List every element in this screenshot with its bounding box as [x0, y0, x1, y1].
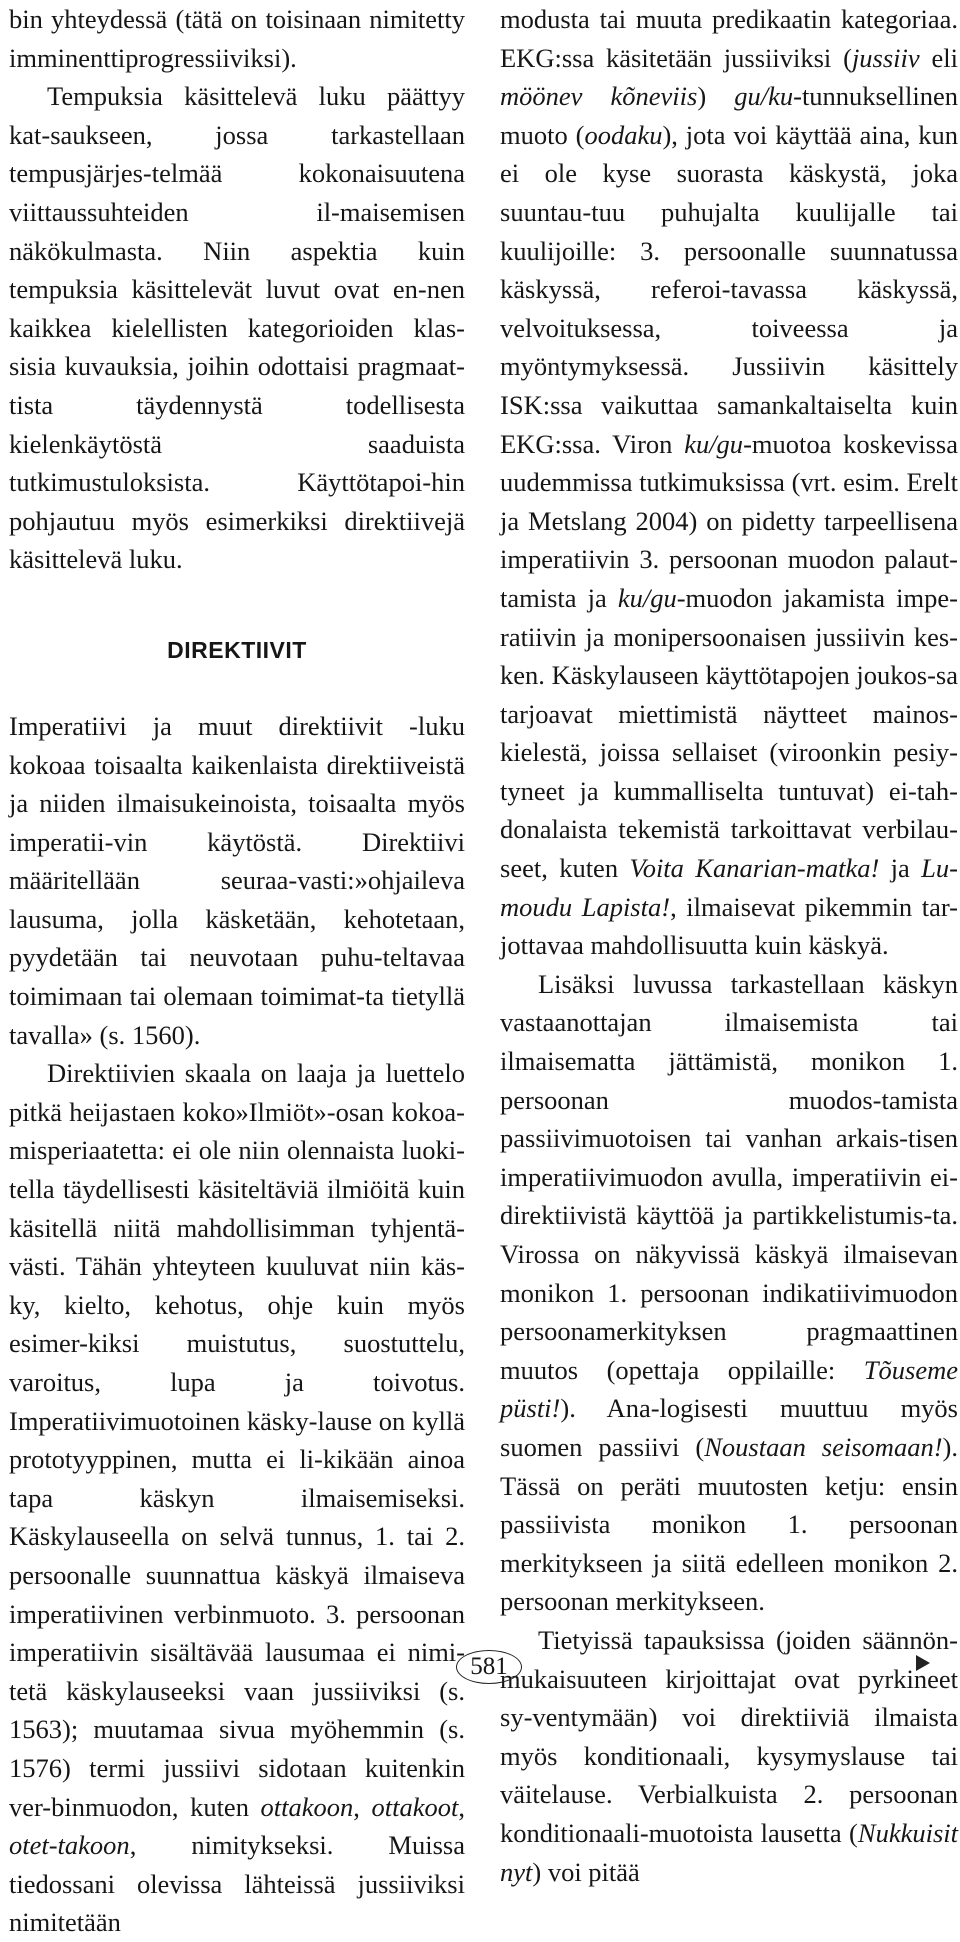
italic-term: oodaku [584, 119, 663, 150]
paragraph: Imperatiivi ja muut direktiivit -luku kokoaa toisaalta kaikenlaista direktiiveistä ja niiden ilmaisukeinoista, toisaalta myös imperatii-vin käytöstä. Direktiivi määritellään seuraa-vasti:»ohjaileva lausuma, jolla käsketään, kehotetaan, pyydetään tai neuvotaan puhu-teltavaa toimimaan tai olemaan toimimat-ta tietyllä tavalla» (s. 1560). [9, 710, 465, 1050]
italic-term: gu/ku [734, 81, 794, 112]
text-run: Tietyissä tapauksissa (joiden säännön-mukaisuuteen kirjoittajat ovat pyrkineet sy-ventymään) voi direktiiviä ilmaista myös konditionaali, kysymyslause tai väitelause. Verbialkuista 2. persoonan konditionaali-muotoista lausetta ( [500, 1624, 958, 1848]
text-run: , nimitykseksi. Muissa tiedossani olevissa lähteissä jussiiviksi nimitetään [9, 1830, 465, 1938]
paragraph: Tempuksia käsittelevä luku päättyy kat-saukseen, jossa tarkastellaan tempusjärjes-telmää kokonaisuutena viittaussuhteiden il-maisemisen näkökulmasta. Niin aspektia kuin tempuksia käsittelevät luvut ovat en-nen kaikkea kielellisten kategorioiden klas-sisia kuvauksia, joihin odottaisi pragmaat-tista täydennystä todellisesta kielenkäytöstä saaduista tutkimustuloksista. Käyttötapoi-hin pohjautuu myös esimerkiksi direktiivejä käsittelevä luku. [9, 81, 465, 575]
text-run: ). Ana-logisesti muuttuu myös suomen passiivi ( [500, 1393, 958, 1462]
text-run: ), jota voi käyttää aina, kun ei ole kyse suorasta käskystä, joka suuntau-tuu puhujalta kuulijalle tai kuulijoille: 3. persoonalle suunnatussa käskyssä, referoi-tavassa käskyssä, velvoituksessa, toiveessa ja myöntymyksessä. Jussiivin käsittely ISK:ssa vaikuttaa samankaltaiselta kuin EKG:ssa. Viron [500, 119, 958, 459]
italic-term: Noustaan seisomaan! [704, 1431, 943, 1462]
left-column [9, 0, 465, 1942]
text-run: -muodon jakamista impe-ratiivin ja monipersoonaisen jussiivin kes-ken. Käskylauseen käyttötapojen joukos-sa tarjoavat miettimistä näytteet mainos-kielestä, joissa sellaiset (viroonkin pesiy-tyneet ja kummalliselta tuntuvat) ei-tah-donalaista tekemistä tarkoittavat verbilau-seet, kuten [500, 582, 958, 884]
italic-term: otet-takoon [9, 1830, 130, 1861]
italic-term: ku/gu [617, 582, 677, 613]
section-heading: DIREKTIIVIT [167, 636, 307, 663]
text-run: ). Tässä on peräti muutosten ketju: ensin passiivista monikon 1. persoonan merkitykseen ja siitä edelleen monikon 2. persoonan merkitykseen. [500, 1431, 958, 1617]
text-run: ) [697, 81, 735, 112]
paragraph: bin yhteydessä (tätä on toisinaan nimitetty imminenttiprogressiiviksi). [9, 4, 465, 73]
text-run: , [458, 1791, 465, 1822]
italic-term: Voita Kanarian-matka! [629, 853, 880, 884]
text-run: Lisäksi luvussa tarkastellaan käskyn vastaanottajan ilmaisemista tai ilmaisematta jättämistä, monikon 1. persoonan muodos-tamista passiivimuotoisen tai vanhan arkais-tisen imperatiivimuodon avulla, imperatiivin ei-direktiivistä käyttöä ja partikkelistumis-ta. Virossa on näkyvissä käskyä ilmaisevan monikon 1. persoonan indikatiivimuodon persoonamerkityksen pragmaattinen muutos (opettaja oppilaille: [500, 968, 958, 1385]
italic-term: jussiiv [851, 42, 920, 73]
text-run: ) voi pitää [532, 1856, 640, 1887]
text-run: , ilmaisevat pikemmin tar-jottavaa mahdollisuutta kuin käskyä. [500, 891, 958, 961]
paragraph [500, 0, 958, 965]
right-column [500, 0, 958, 1891]
text-run: -tunnuksellinen muoto ( [500, 81, 958, 150]
text-run: Direktiivien skaala on laaja ja luettelo pitkä heijastaen koko»Ilmiöt»-osan kokoa-misperiaatetta: ei ole niin olennaista luoki-tella täydellisesti käsiteltäviä ilmiöitä kuin käsitellä niitä mahdollisimman tyhjentä-västi. Tähän yhteyteen kuuluvat niin käs-ky, kielto, kehotus, ohje kuin myös esimer-kiksi muistutus, suostuttelu, varoitus, lupa ja toivotus. Imperatiivimuotoinen käsky-lause on kyllä prototyyppinen, mutta ei li-kikään ainoa tapa käskyn ilmaisemiseksi. Käskylauseella on selvä tunnus, 1. tai 2. persoonalle suunnattua käskyä ilmaiseva imperatiivinen verbinmuoto. 3. persoonan imperatiivin sisältävää lausumaa ei nimi-tetä käskylauseeksi vaan jussiiviksi (s. 1563); muutamaa sivua myöhemmin (s. 1576) termi jussiivi sidotaan kuitenkin ver-binmuodon, kuten [9, 1058, 465, 1822]
text-run: -muotoa koskevissa uudemmissa tutkimuksissa (vrt. esim. Erelt ja Metslang 2004) on pidetty tarpeellisena imperatiivin 3. persoonan muodon palaut-tamista ja [500, 428, 958, 613]
text-run: , [353, 1791, 372, 1822]
paragraph [500, 965, 958, 1621]
text-run: eli [919, 42, 958, 73]
italic-term: ku/gu [684, 428, 744, 459]
text-run: modusta tai muuta predikaatin kategoriaa. EKG:ssa käsitetään jussiiviksi ( [500, 4, 958, 73]
italic-term: Tõuseme püsti! [500, 1354, 958, 1424]
text-run: ja [879, 853, 922, 884]
italic-term: Lu-moudu Lapista! [500, 853, 958, 922]
italic-term: Nukkuisit nyt [500, 1817, 958, 1887]
paragraph [500, 1621, 958, 1891]
italic-term: möönev kõneviis [500, 81, 698, 112]
italic-term: ottakoon [260, 1791, 354, 1822]
italic-term: ottakoot [371, 1791, 459, 1822]
page-number: 581 [456, 1650, 522, 1684]
paragraph [9, 1054, 465, 1942]
triangle-right-icon [916, 1655, 930, 1671]
